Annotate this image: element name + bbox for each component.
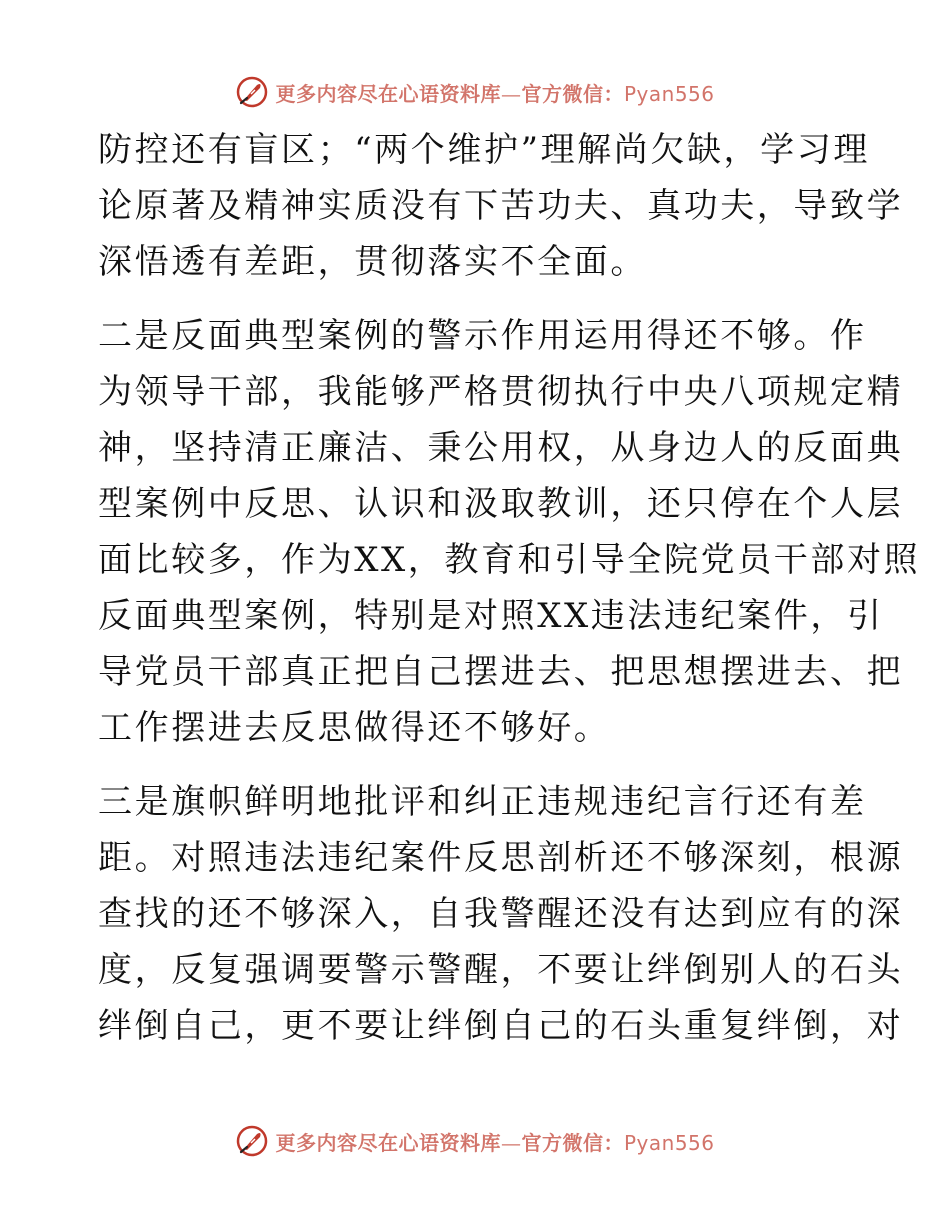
watermark-brand: 更多内容尽在心语资料库 (275, 1130, 501, 1155)
text-line: 面比较多，作为XX，教育和引导全院党员干部对照 (98, 540, 921, 580)
text-line: 神，坚持清正廉洁、秉公用权，从身边人的反面典 (98, 428, 904, 468)
paragraph-1 (98, 122, 904, 290)
watermark-wechat-id: Pyan556 (623, 81, 715, 106)
text-line: 绊倒自己，更不要让绊倒自己的石头重复绊倒，对 (98, 1006, 904, 1046)
watermark-official-label: 官方微信： (521, 1130, 624, 1155)
text-line: 查找的还不够深入，自我警醒还没有达到应有的深 (98, 894, 904, 934)
watermark-text (275, 78, 714, 107)
feather-pen-logo-icon (235, 75, 269, 109)
header-watermark (0, 72, 950, 112)
watermark-wechat-id: Pyan556 (623, 1130, 715, 1155)
watermark-official-label: 官方微信： (521, 81, 624, 106)
text-line: 论原著及精神实质没有下苦功夫、真功夫，导致学 (98, 186, 904, 226)
text-line: 度，反复强调要警示警醒，不要让绊倒别人的石头 (98, 950, 904, 990)
watermark-separator: — (500, 81, 522, 106)
text-line: 距。对照违法违纪案件反思剖析还不够深刻，根源 (98, 838, 904, 878)
text-line: 防控还有盲区；“两个维护”理解尚欠缺，学习理 (98, 130, 870, 170)
text-line: 二是反面典型案例的警示作用运用得还不够。作 (98, 316, 867, 356)
text-line: 型案例中反思、认识和汲取教训，还只停在个人层 (98, 484, 904, 524)
text-line: 工作摆进去反思做得还不够好。 (98, 708, 611, 748)
document-body (98, 122, 921, 1054)
feather-pen-logo-icon (235, 1124, 269, 1158)
text-line: 反面典型案例，特别是对照XX违法违纪案件，引 (98, 596, 884, 636)
footer-watermark (0, 1121, 950, 1161)
paragraph-3 (98, 774, 904, 1054)
text-line: 导党员干部真正把自己摆进去、把思想摆进去、把 (98, 652, 904, 692)
watermark-text (275, 1127, 714, 1156)
text-line: 为领导干部，我能够严格贯彻执行中央八项规定精 (98, 372, 904, 412)
watermark-brand: 更多内容尽在心语资料库 (275, 81, 501, 106)
watermark-separator: — (500, 1130, 522, 1155)
text-line: 三是旗帜鲜明地批评和纠正违规违纪言行还有差 (98, 782, 867, 822)
paragraph-2 (98, 308, 921, 756)
text-line: 深悟透有差距，贯彻落实不全面。 (98, 242, 647, 282)
